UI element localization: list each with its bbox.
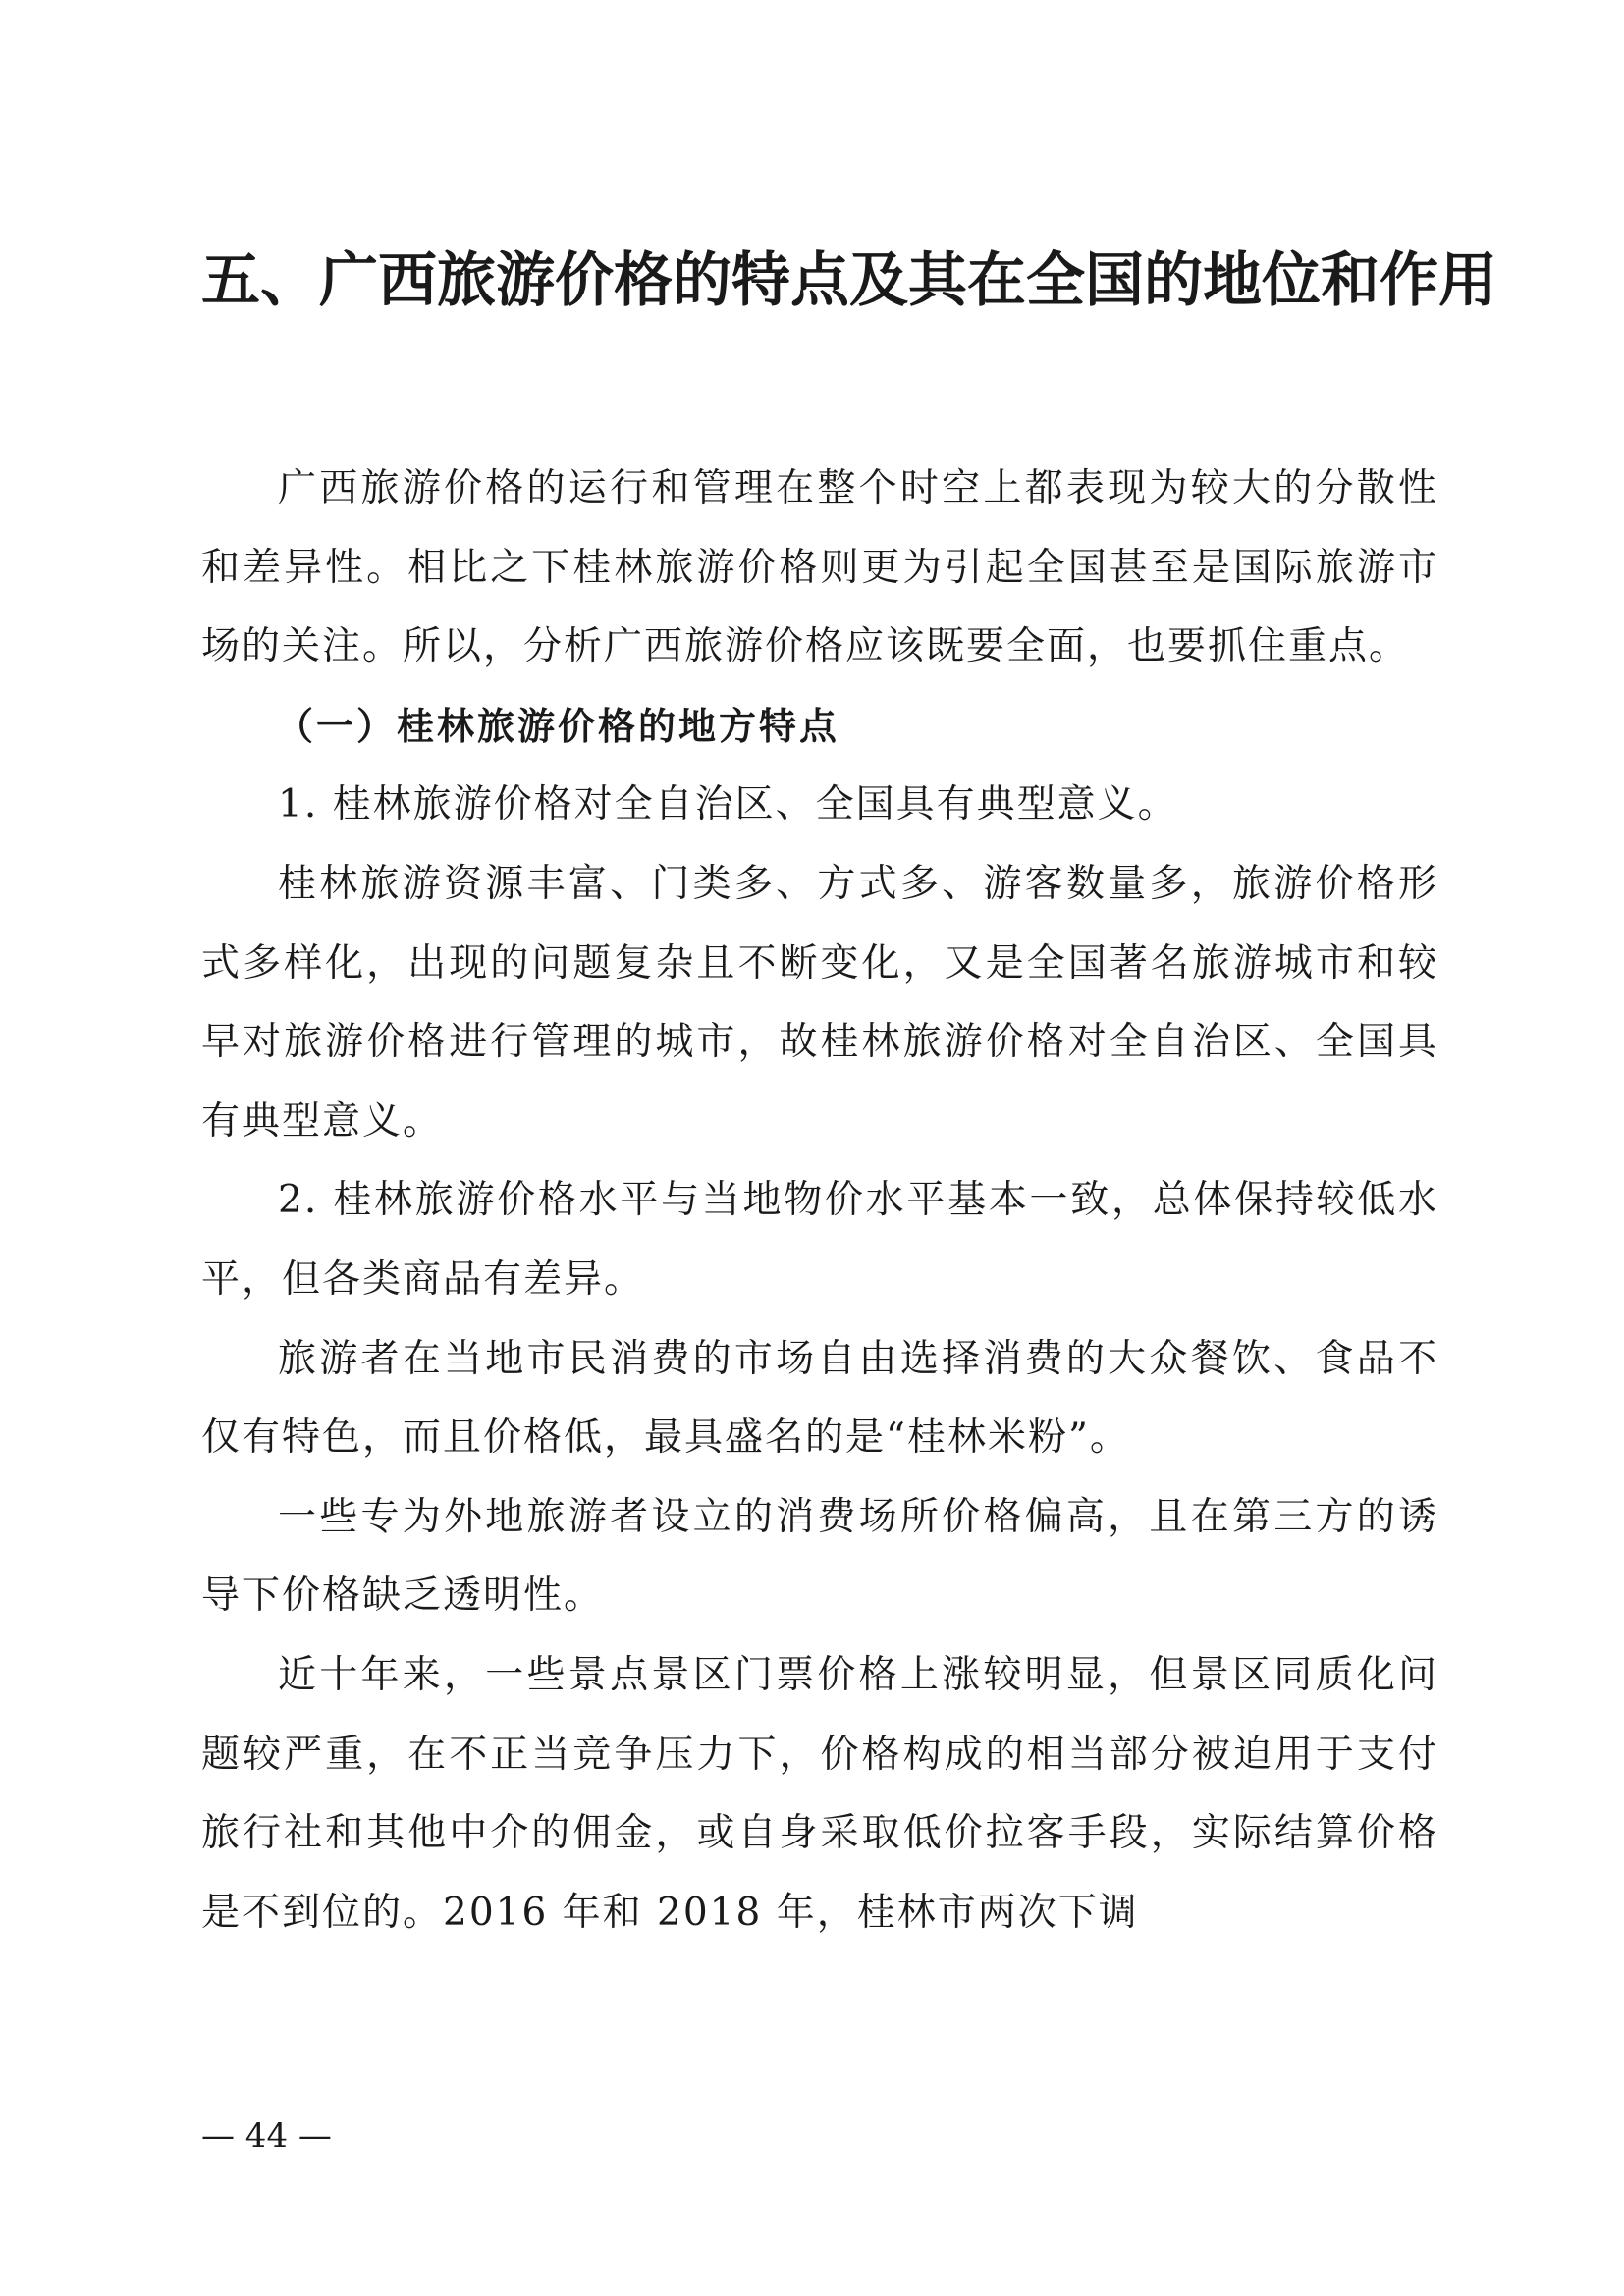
paragraph-local-consumption: 旅游者在当地市民消费的市场自由选择消费的大众餐饮、食品不仅有特色，而且价格低，最具盛名的是“桂林米粉”。 — [201, 1336, 1438, 1461]
point-1-paragraph: 桂林旅游资源丰富、门类多、方式多、游客数量多，旅游价格形式多样化，出现的问题复杂且不断变化，又是全国著名旅游城市和较早对旅游价格进行管理的城市，故桂林旅游价格对全自治区、全国具有典型意义。 — [201, 861, 1438, 1144]
paragraph-tourist-venues: 一些专为外地旅游者设立的消费场所价格偏高，且在第三方的诱导下价格缺乏透明性。 — [201, 1494, 1438, 1619]
paragraph-ticket-prices: 近十年来，一些景点景区门票价格上涨较明显，但景区同质化问题较严重，在不正当竞争压力下，价格构成的相当部分被迫用于支付旅行社和其他中介的佣金，或自身采取低价拉客手段，实际结算价格是不到位的。2016 年和 2018 年，桂林市两次下调 — [201, 1652, 1438, 1935]
point-1-heading: 1. 桂林旅游价格对全自治区、全国具有典型意义。 — [278, 782, 1178, 828]
paragraph-intro: 广西旅游价格的运行和管理在整个时空上都表现为较大的分散性和差异性。相比之下桂林旅游价格则更为引起全国甚至是国际旅游市场的关注。所以，分析广西旅游价格应该既要全面，也要抓住重点。 — [201, 466, 1438, 669]
section-heading: 五、广西旅游价格的特点及其在全国的地位和作用 — [201, 246, 1497, 315]
body-text — [201, 450, 1438, 1952]
page-number: — 44 — — [201, 2116, 332, 2156]
point-2-heading: 2. 桂林旅游价格水平与当地物价水平基本一致，总体保持较低水平，但各类商品有差异。 — [201, 1178, 1438, 1302]
subsection-heading: （一）桂林旅游价格的地方特点 — [276, 704, 840, 748]
